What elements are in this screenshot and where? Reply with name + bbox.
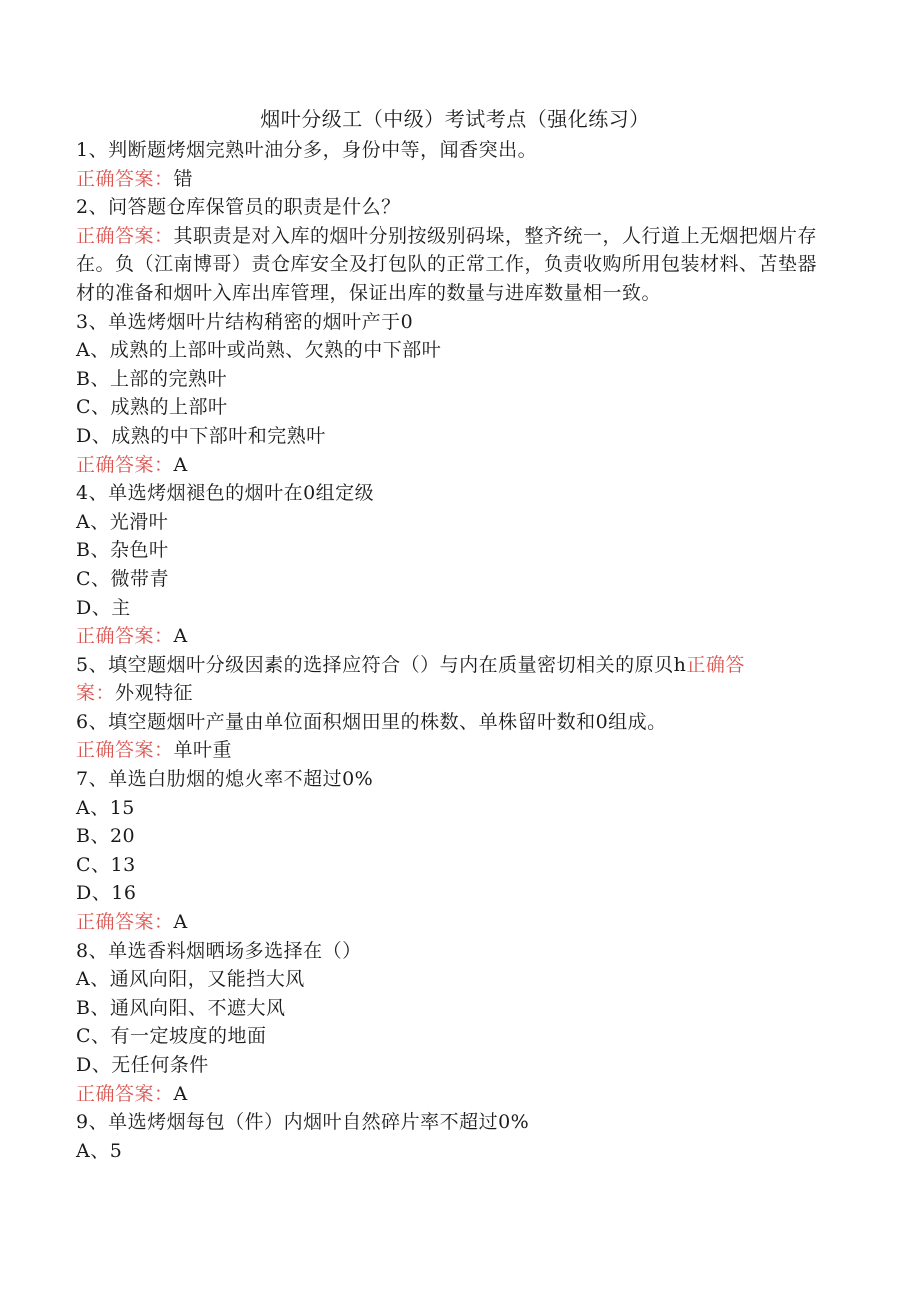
option-a: A、15 — [76, 796, 135, 819]
answer-value: 外观特征 — [115, 682, 194, 705]
option-a: A、5 — [76, 1139, 123, 1162]
answer-value: A — [173, 453, 188, 476]
option-b: B、20 — [76, 825, 136, 848]
answer-label: 正确答案： — [76, 911, 174, 934]
answer-8 — [76, 1080, 820, 1109]
option-c: C、微带青 — [76, 567, 170, 590]
question-8: 8、单选香料烟晒场多选择在（） — [76, 939, 362, 962]
answer-label: 正确答案： — [76, 739, 174, 762]
answer-3 — [76, 451, 820, 480]
answer-value: 其职责是对入库的烟叶分别按级别码垛，整齐统一，人行道上无烟把烟片存在。负（江南博哥）责仓库安全及打包队的正常工作，负责收购所用包装材料、苫垫器材的准备和烟叶入库出库管理，保证出库的数量与进库数量相一致。 — [76, 224, 818, 304]
answer-value: A — [173, 625, 188, 648]
answer-2 — [76, 222, 820, 308]
answer-label: 正确答案： — [76, 625, 174, 648]
answer-value: 错 — [173, 167, 194, 190]
answer-1 — [76, 165, 820, 194]
question-text: 5、填空题烟叶分级因素的选择应符合（）与内在质量密切相关的原贝h — [76, 653, 687, 676]
answer-value: 单叶重 — [173, 739, 233, 762]
answer-label: 正确答案： — [76, 224, 174, 247]
answer-7 — [76, 908, 820, 937]
question-3: 3、单选烤烟叶片结构稍密的烟叶产于0 — [76, 310, 414, 333]
option-c: C、成熟的上部叶 — [76, 396, 228, 419]
document-title: 烟叶分级工（中级）考试考点（强化练习） — [260, 107, 650, 131]
answer-label: 正确答案： — [76, 1082, 174, 1105]
option-b: B、杂色叶 — [76, 539, 169, 562]
question-2: 2、问答题仓库保管员的职责是什么？ — [76, 196, 401, 219]
answer-6 — [76, 736, 820, 765]
option-c: C、13 — [76, 853, 136, 876]
option-d: D、主 — [76, 596, 131, 619]
answer-label: 正确答案： — [76, 453, 174, 476]
answer-4 — [76, 622, 820, 651]
question-1: 1、判断题烤烟完熟叶油分多，身份中等，闻香突出。 — [76, 139, 538, 161]
question-9: 9、单选烤烟每包（件）内烟叶自然碎片率不超过0% — [76, 1111, 530, 1134]
answer-label-part1: 正确答 — [686, 653, 745, 676]
option-c: C、有一定坡度的地面 — [76, 1025, 267, 1048]
option-b: B、上部的完熟叶 — [76, 367, 227, 390]
option-d: D、成熟的中下部叶和完熟叶 — [76, 424, 326, 447]
option-a: A、光滑叶 — [76, 510, 169, 533]
option-d: D、16 — [76, 882, 137, 905]
option-a: A、成熟的上部叶或尚熟、欠熟的中下部叶 — [76, 339, 442, 362]
option-a: A、通风向阳，又能挡大风 — [76, 968, 305, 991]
answer-label-part2: 案： — [76, 682, 116, 705]
question-4: 4、单选烤烟褪色的烟叶在0组定级 — [76, 482, 375, 505]
answer-value: A — [173, 911, 188, 934]
question-7: 7、单选白肋烟的熄火率不超过0% — [76, 768, 374, 791]
option-b: B、通风向阳、不遮大风 — [76, 996, 286, 1019]
answer-value: A — [173, 1082, 188, 1105]
question-6: 6、填空题烟叶产量由单位面积烟田里的株数、单株留叶数和0组成。 — [76, 710, 667, 733]
answer-label: 正确答案： — [76, 167, 174, 190]
question-5 — [76, 651, 820, 708]
option-d: D、无任何条件 — [76, 1054, 209, 1076]
